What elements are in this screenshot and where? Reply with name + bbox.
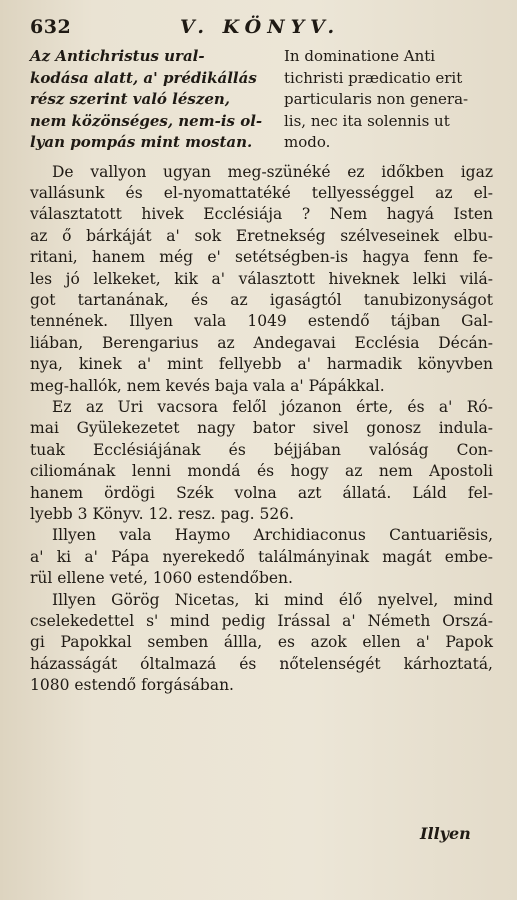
text-line: 1080 estendő forgásában. xyxy=(30,676,234,695)
text-line: mai Gyülekezetet nagy bator sivel gonosz indula- xyxy=(30,419,493,438)
text-line: les jó lelkeket, kik a' választott hiveknek lelki vilá- xyxy=(30,269,493,288)
text-line: választatott hivek Ecclésiája ? Nem hagyá Isten xyxy=(30,205,493,224)
marginal-hu-line: kodása alatt, a' prédikállás xyxy=(30,68,257,87)
text-line: hanem ördögi Szék volna azt állatá. Láld fel- xyxy=(30,483,493,502)
text-line: tennének. Illyen vala 1049 estendő tájban Gal- xyxy=(30,312,493,331)
text-line: tuak Ecclésiájának és béjjában valóság Con- xyxy=(30,440,493,459)
text-line: a' ki a' Pápa nyerekedő találmányinak magát embe- xyxy=(30,547,493,566)
marginal-hungarian xyxy=(30,46,270,154)
text-line: vallásunk és el-nyomattatéké tellyességgel az el- xyxy=(30,183,493,202)
text-line: ciliomának lenni mondá és hogy az nem Apostoli xyxy=(30,462,493,481)
marginal-hu-line: rész szerint való lészen, xyxy=(30,90,231,108)
running-title: V. KÖNYV. xyxy=(180,16,341,38)
text-line: Illyen vala Haymo Archidiaconus Cantuariẽsis, xyxy=(52,526,493,545)
page-header xyxy=(30,16,493,44)
main-text xyxy=(30,162,493,697)
paragraph xyxy=(30,590,493,697)
text-line: házasságát óltalmazá és nőtelenségét kárhoztatá, xyxy=(30,654,493,673)
page-number: 632 xyxy=(30,16,72,38)
text-line: Ez az Uri vacsora felől józanon érte, és a' Ró- xyxy=(52,397,493,416)
text-line: nya, kinek a' mint fellyebb a' harmadik könyvben xyxy=(30,355,493,374)
text-line: got tartanának, és az igaságtól tanubizonyságot xyxy=(30,290,493,309)
paragraph xyxy=(30,525,493,589)
marginal-la-line: particularis non genera- xyxy=(284,90,469,108)
catchword: Illyen xyxy=(420,824,471,843)
text-line: rül ellene veté, 1060 estendőben. xyxy=(30,569,293,588)
text-line: liában, Berengarius az Andegavai Ecclésia Décán- xyxy=(30,333,493,352)
marginal-hu-line: lyan pompás mint mostan. xyxy=(30,133,253,151)
marginal-la-line: modo. xyxy=(284,133,331,151)
marginal-latin xyxy=(270,46,493,154)
text-line: cselekedettel s' mind pedig Irással a' Németh Orszá- xyxy=(30,612,493,631)
text-line: ritani, hanem még e' setétségben-is hagya fenn fe- xyxy=(30,248,493,267)
text-line: Illyen Görög Nicetas, ki mind élő nyelvel, mind xyxy=(52,590,493,609)
marginal-summary xyxy=(30,46,493,154)
marginal-la-line: In dominatione Anti xyxy=(284,47,436,65)
text-line: lyebb 3 Könyv. 12. resz. pag. 526. xyxy=(30,505,295,523)
text-line: De vallyon ugyan meg-szünéké ez időkben igaz xyxy=(52,162,493,181)
paragraph xyxy=(30,162,493,397)
marginal-hu-line: Az Antichristus ural- xyxy=(30,47,205,65)
text-line: gi Papokkal semben állla, es azok ellen a' Papok xyxy=(30,633,493,652)
marginal-la-line: lis, nec ita solennis ut xyxy=(284,111,450,130)
text-line: az ő bárkáját a' sok Eretnekség szélveseinek elbu- xyxy=(30,226,493,245)
paragraph xyxy=(30,397,493,525)
text-line: meg-hallók, nem kevés baja vala a' Pápákkal. xyxy=(30,376,385,395)
marginal-la-line: tichristi prædicatio erit xyxy=(284,68,463,87)
marginal-hu-line: nem közönséges, nem-is ol- xyxy=(30,111,263,130)
